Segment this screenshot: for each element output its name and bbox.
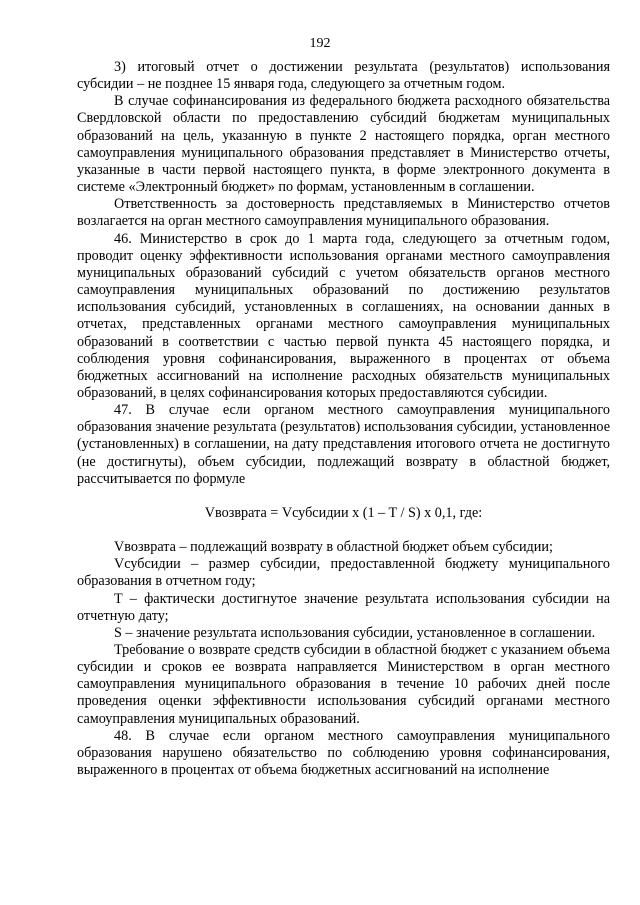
paragraph-item-3-deadline: 3) итоговый отчет о достижении результата (результатов) использования субсидии – не позднее 15 января года, следующего за отчетным годом. (77, 59, 610, 93)
definition-t: T – фактически достигнутое значение результата использования субсидии на отчетную дату; (77, 590, 610, 624)
paragraph-section-46: 46. Министерство в срок до 1 марта года, следующего за отчетным годом, проводит оценку эффективности использования органами местного самоуправления муниципальных образований субсидий с учетом обязательств органов местного самоуправления муниципальных образований по достижению результатов использования субсидий, установленных в соглашениях, на основании данных в отчетах, представленных органами местного самоуправления муниципальных образований в соответствии с частью первой пункта 45 настоящего порядка, и соблюдения уровня софинансирования, выраженного в процентах от объема бюджетных ассигнований на исполнение расходных обязательств муниципальных образований, в целях софинансирования которых предоставляются субсидии. (77, 230, 610, 401)
definition-v-subsidy: Vсубсидии – размер субсидии, предоставленной бюджету муниципального образования в отчетном году; (77, 556, 610, 590)
paragraph-refund-requirement: Требование о возврате средств субсидии в областной бюджет с указанием объема субсидии и сроков ее возврата направляется Министерством в орган местного самоуправления муниципального образования в течение 10 рабочих дней после проведения оценки эффективности использования субсидий органами местного самоуправления муниципальных образований. (77, 642, 610, 727)
definition-v-refund: Vвозврата – подлежащий возврату в областной бюджет объем субсидии; (114, 539, 553, 556)
definition-s: S – значение результата использования субсидии, установленное в соглашении. (114, 624, 596, 641)
paragraph-cofinancing-reports: В случае софинансирования из федерального бюджета расходного обязательства Свердловской области по предоставлению субсидий бюджетам муниципальных образований на цель, указанную в пункте 2 настоящего порядка, орган местного самоуправления муниципального образования представляет в Министерство отчеты, указанные в части первой настоящего пункта, в форме электронного документа в системе «Электронный бюджет» по формам, установленным в соглашении. (77, 93, 610, 196)
document-body (77, 59, 610, 779)
paragraph-section-47: 47. В случае если органом местного самоуправления муниципального образования значение результата (результатов) использования субсидии, установленное (установленных) в соглашении, на дату представления итогового отчета не достигнуто (не достигнуты), объем субсидии, подлежащий возврату в областной бюджет, рассчитывается по формуле (77, 402, 610, 487)
page-number: 192 (309, 36, 331, 51)
paragraph-section-48: 48. В случае если органом местного самоуправления муниципального образования нарушено обязательство по соблюдению уровня софинансирования, выраженного в процентах от объема бюджетных ассигнований на исполнение (77, 727, 610, 779)
paragraph-responsibility: Ответственность за достоверность представляемых в Министерство отчетов возлагается на орган местного самоуправления муниципального образования. (77, 196, 610, 230)
refund-formula: Vвозврата = Vсубсидии x (1 – T / S) x 0,1, где: (204, 504, 483, 521)
